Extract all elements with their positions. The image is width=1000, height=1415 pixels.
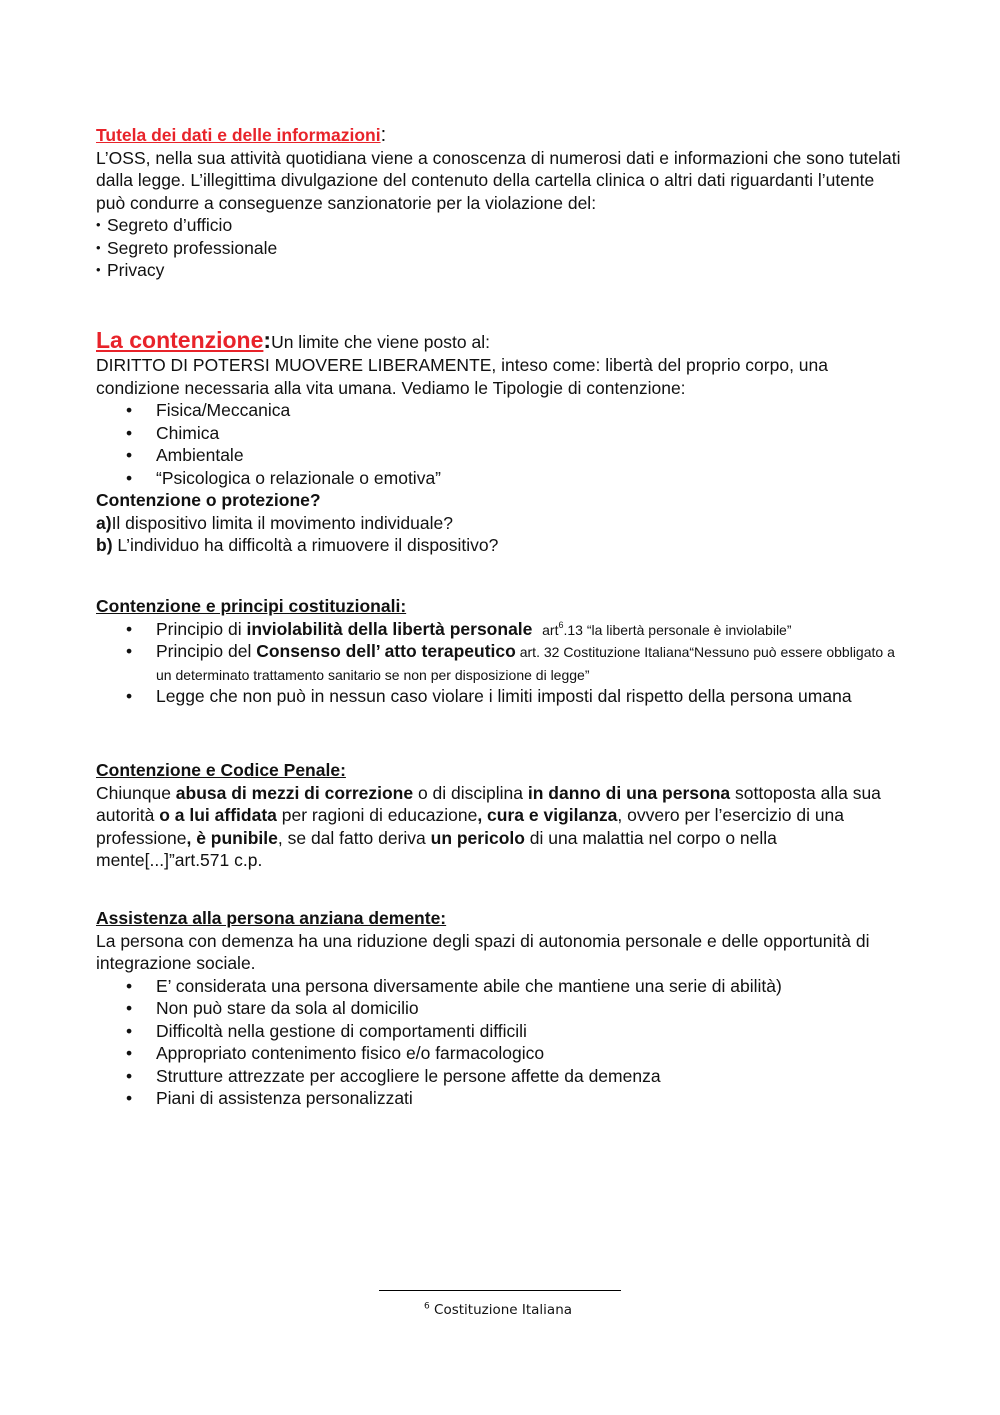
penale-paragraph [96, 782, 906, 872]
list-item: • Piani di assistenza personalizzati [96, 1087, 906, 1110]
anziana-paragraph: La persona con demenza ha una riduzione degli spazi di autonomia personale e delle opportunità di integrazione sociale. [96, 930, 870, 973]
penale-text: o di disciplina [413, 782, 528, 803]
penale-title: Contenzione e Codice Penale: [96, 760, 346, 780]
penale-text: Chiunque [96, 782, 176, 803]
section-penale [96, 759, 906, 872]
question-a [96, 512, 906, 535]
list-item: • Fisica/Meccanica [96, 399, 906, 422]
principi-item1-pre: Principio di [156, 618, 247, 639]
list-item [96, 640, 906, 685]
question-a-text: Il dispositivo limita il movimento individuale? [111, 512, 453, 533]
penale-text: per ragioni di educazione [276, 805, 478, 825]
list-item: • Non può stare da sola al domicilio [96, 997, 906, 1020]
list-item: • Chimica [96, 422, 906, 445]
penale-text: , ovvero per l’esercizio di una professione [96, 805, 845, 848]
penale-bold: in danno di una persona [527, 782, 731, 803]
section-principi [96, 595, 906, 708]
section-tutela [96, 124, 906, 282]
list-item: • Ambientale [96, 444, 906, 467]
principi-item2-small: art. 32 Costituzione Italiana“Nessuno può essere obbligato a un determinato trattamento sanitario se non per disposizione di legge” [156, 644, 895, 683]
penale-bold: abusa di mezzi di correzione [175, 782, 414, 803]
question-b [96, 534, 906, 557]
penale-text: sottoposta alla sua autorità [96, 782, 881, 825]
list-item [96, 618, 906, 641]
list-item: • Privacy [96, 259, 906, 282]
contenzione-intro: Un limite che viene posto al: [271, 332, 490, 352]
footnote-separator [379, 1290, 621, 1291]
list-item: • Appropriato contenimento fisico e/o farmacologico [96, 1042, 906, 1065]
penale-bold: , è punibile [186, 827, 278, 848]
question-b-label: b) [96, 535, 113, 555]
anziana-list [96, 975, 906, 1110]
contenzione-paragraph: DIRITTO DI POTERSI MUOVERE LIBERAMENTE, inteso come: libertà del proprio corpo, una condizione necessaria alla vita umana. Vediamo le Tipologie di contenzione: [96, 355, 829, 398]
principi-item2-pre: Principio del [156, 641, 257, 661]
principi-item1-small-post: .13 “la libertà personale è inviolabile” [563, 621, 792, 638]
principi-item1-small-pre: art [542, 621, 559, 638]
tutela-list [96, 214, 906, 282]
principi-title: Contenzione e principi costituzionali: [96, 596, 407, 616]
contenzione-types-list [96, 399, 906, 489]
principi-list [96, 618, 906, 708]
principi-item1-bold: inviolabilità della libertà personale [246, 618, 533, 639]
contenzione-heading [96, 328, 906, 354]
contenzione-title: La contenzione [96, 327, 264, 353]
question-b-text: L’individuo ha difficoltà a rimuovere il dispositivo? [112, 535, 499, 555]
penale-bold: o a lui affidata [159, 805, 277, 825]
question-title: Contenzione o protezione? [96, 490, 321, 510]
contenzione-colon: : [263, 327, 272, 353]
list-item: • E’ considerata una persona diversamente abile che mantiene una serie di abilità) [96, 975, 906, 998]
penale-bold: , cura e vigilanza [477, 805, 618, 825]
penale-bold: un pericolo [430, 827, 525, 848]
penale-text: , se dal fatto deriva [277, 827, 431, 848]
principi-item2-bold: Consenso dell’ atto terapeutico [256, 641, 516, 661]
footnote-ref: 6 [558, 619, 564, 630]
list-item: • Segreto d’ufficio [96, 214, 906, 237]
list-item: • Legge che non può in nessun caso violare i limiti imposti dal rispetto della persona umana [96, 685, 906, 708]
footnote-number: 6 [424, 1301, 430, 1312]
section-contenzione [96, 328, 906, 557]
list-item: • Difficoltà nella gestione di comportamenti difficili [96, 1020, 906, 1043]
list-item: • “Psicologica o relazionale o emotiva” [96, 467, 906, 490]
footnote-text: Costituzione Italiana [429, 1302, 573, 1318]
section-anziana [96, 907, 906, 1110]
list-item: • Strutture attrezzate per accogliere le persone affette da demenza [96, 1065, 906, 1088]
penale-text: di una malattia nel corpo o nella mente[...]”art.571 c.p. [96, 827, 777, 870]
question-a-label: a) [96, 512, 112, 533]
tutela-colon: : [380, 124, 387, 146]
anziana-title: Assistenza alla persona anziana demente: [96, 908, 447, 928]
footnote [424, 1301, 724, 1319]
list-item: • Segreto professionale [96, 237, 906, 260]
tutela-heading [96, 124, 906, 147]
tutela-paragraph: L’OSS, nella sua attività quotidiana viene a conoscenza di numerosi dati e informazioni che sono tutelati dalla legge. L’illegittima divulgazione del contenuto della cartella clinica o altri dati riguardanti l’utente può condurre a conseguenze sanzionatorie per la violazione del: [96, 147, 901, 213]
tutela-title: Tutela dei dati e delle informazioni [96, 125, 381, 145]
